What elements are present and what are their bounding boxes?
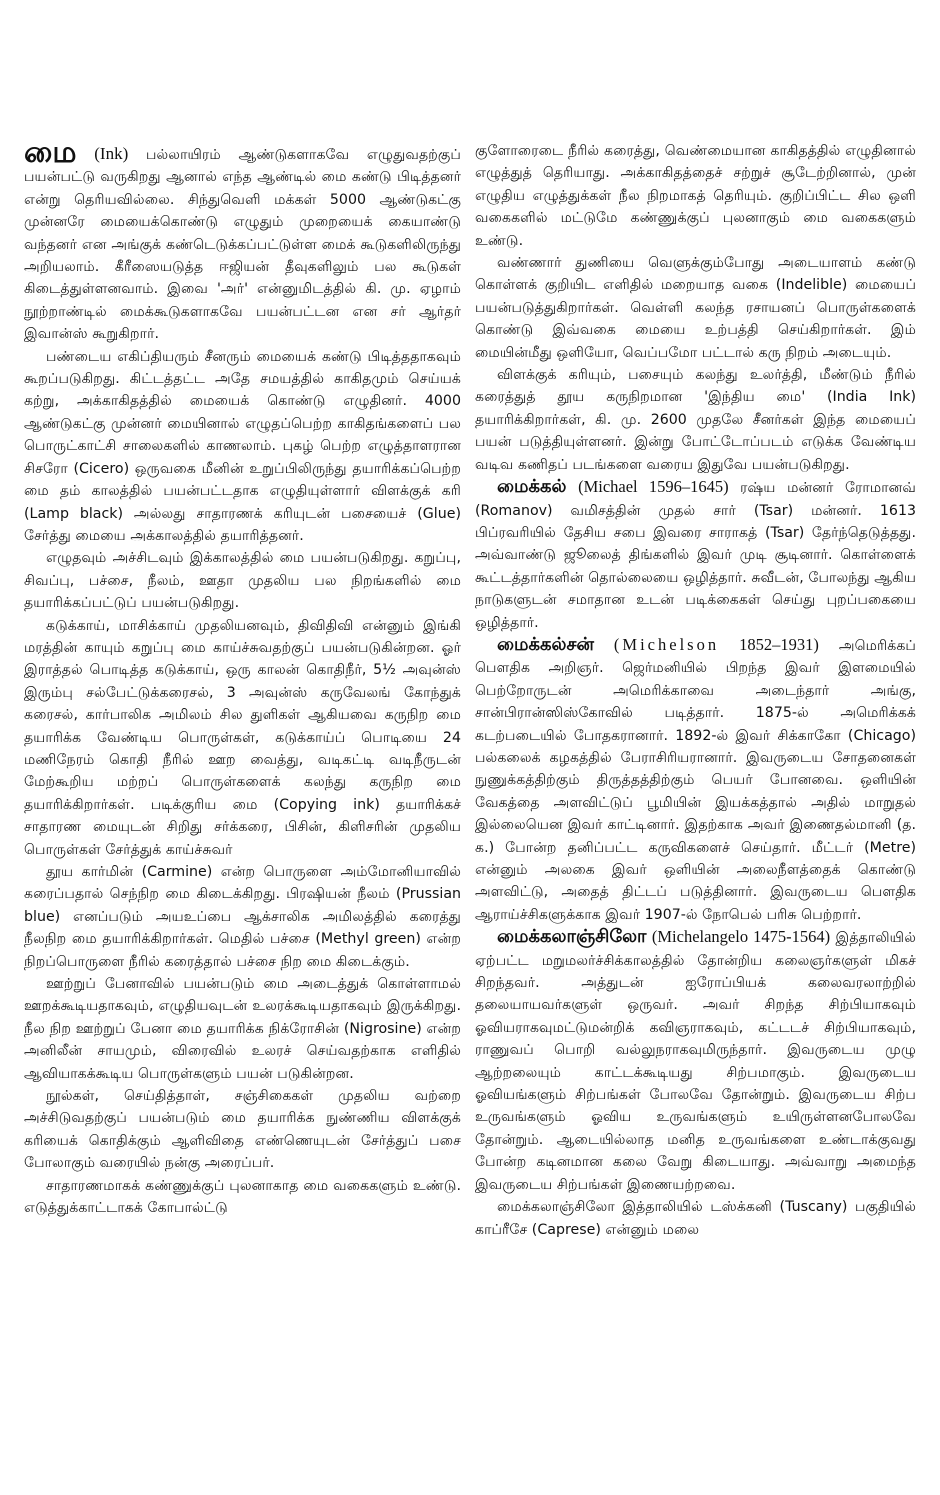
left-column (24, 140, 461, 1480)
headword-ink: மை (24, 140, 77, 170)
entry-michael (475, 476, 916, 634)
headword-ink-latin: (Ink) (94, 144, 129, 163)
paragraph: எழுதவும் அச்சிடவும் இக்காலத்தில் மை பயன்படுகிறது. கறுப்பு, சிவப்பு, பச்சை, நீலம், ஊதா முதலிய பல நிறங்களில் மை தயாரிக்கப்பட்டுப் பயன்படுகிறது. (24, 550, 461, 612)
paragraph: வண்ணார் துணியை வெளுக்கும்போது அடையாளம் கண்டு கொள்ளக் குறியிட எளிதில் மறையாத வகை (Indelible) மையைப் பயன்படுத்துகிறார்கள். வெள்ளி கலந்த ரசாயனப் பொருள்களைக் கொண்டு இவ்வகை மையை உற்பத்தி செய்கிறார்கள். இம் மையின்மீது ஒளியோ, வெப்பமோ பட்டால் கரு நிறம் அடையும். (475, 255, 916, 361)
right-column (475, 140, 916, 1480)
paragraph: விளக்குக் கரியும், பசையும் கலந்து உலர்த்தி, மீண்டும் நீரில் கரைத்துத் தூய கருநிறமான 'இந்திய மை' (India Ink) தயாரிக்கிறார்கள், கி. மு. 2600 முதலே சீனர்கள் இந்த மையைப் பயன் படுத்தியுள்ளனர். இன்று போட்டோப்படம் எடுக்க வேண்டிய வடிவ கணிதப் படங்களை வரைய இதுவே பயன்படுகிறது. (475, 367, 916, 473)
paragraph: மைக்கலாஞ்சிலோ இத்தாலியில் டஸ்க்கனி (Tuscany) பகுதியில் காப்ரீசே (Caprese) என்னும் மலை (475, 1199, 916, 1238)
paragraph: தூய கார்மின் (Carmine) என்ற பொருளை அம்மோனியாவில் கரைப்பதால் செந்நிற மை கிடைக்கிறது. பிரஷியன் நீலம் (Prussian blue) எனப்படும் அயஉப்பை ஆக்சாலிக அமிலத்தில் கரைத்து நீலநிற மை தயாரிக்கிறார்கள். மெதில் பச்சை (Methyl green) என்ற நிறப்பொருளை நீரில் கரைத்தால் பச்சை நிற மை கிடைக்கும். (24, 864, 461, 970)
headword-michelangelo: மைக்கலாஞ்சிலோ (497, 926, 647, 948)
entry-michelangelo-text: இத்தாலியில் ஏற்பட்ட மறுமலர்ச்சிக்காலத்தில் தோன்றிய கலைஞர்களுள் மிகச் சிறந்தவர். அத்துடன் ஐரோப்பியக் கலைவரலாற்றில் தலையாயவர்களுள் ஒருவர். அவர் சிறந்த சிற்பியாகவும் ஓவியராகவுமட்டுமன்றிக் கவிஞராகவும், கட்டடச் சிற்பியாகவும், ராணுவப் பொறி வல்லுநராகவுமிருந்தார். இவருடைய முழு ஆற்றலையும் காட்டக்கூடியது சிற்பமாகும். இவருடைய ஓவியங்களும் சிற்பங்கள் போலவே தோன்றும். இவருடைய சிற்ப உருவங்களும் ஓவிய உருவங்களும் உயிருள்ளனபோலவே தோன்றும். ஆடையில்லாத மனித உருவங்களை உண்டாக்குவது போன்ற கடினமான கலை வேறு கிடையாது. அவ்வாறு அமைந்த இவருடைய சிற்பங்கள் இணையற்றவை. (475, 930, 916, 1193)
entry-michael-text: ரஷ்ய மன்னர் ரோமானவ் (Romanov) வமிசத்தின் முதல் சார் (Tsar) மன்னர். 1613 பிப்ரவரியில் தேசிய சபை இவரை சாராகத் (Tsar) தேர்ந்தெடுத்தது. அவ்வாண்டு ஜூலைத் திங்களில் இவர் முடி சூடினார். கொள்ளைக் கூட்டத்தார்களின் தொல்லையை ஒழித்தார். சுவீடன், போலந்து ஆகிய நாடுகளுடன் சமாதான உடன் படிக்கைகள் செய்து புறப்பகையை ஒழித்தார். (475, 480, 916, 631)
paragraph: நூல்கள், செய்தித்தாள், சஞ்சிகைகள் முதலிய வற்றை அச்சிடுவதற்குப் பயன்படும் மை தயாரிக்க நுண்ணிய விளக்குக் கரியைக் கொதிக்கும் ஆளிவிதை எண்ணெயுடன் சேர்த்துப் பசை போலாகும் வரையில் நன்கு அரைப்பர். (24, 1088, 461, 1172)
entry-michelson-text: அமெரிக்கப் பௌதிக அறிஞர். ஜெர்மனியில் பிறந்த இவர் இளமையில் பெற்றோருடன் அமெரிக்காவை அடைந்தார் அங்கு, சான்பிரான்ஸிஸ்கோவில் படித்தார். 1875-ல் அமெரிக்கக் கடற்படையில் போதகரானார். 1892-ல் இவர் சிக்காகோ (Chicago) பல்கலைக் கழகத்தில் பேராசிரியரானார். இவருடைய சோதனைகள் நுணுக்கத்திற்கும் திருத்தத்திற்கும் பெயர் போனவை. ஒளியின் வேகத்தை அளவிட்டுப் பூமியின் இயக்கத்தால் அதில் மாறுதல் இல்லையென இவர் காட்டினார். இதற்காக அவர் இணைதல்மானி (த. க.) போன்ற தனிப்பட்ட கருவிகளைச் செய்தார். மீட்டர் (Metre) என்னும் அலகை இவர் ஒளியின் அலைநீளத்தைக் கொண்டு அளவிட்டு, அதைத் திட்டப் படுத்தினார். இவருடைய பௌதிக ஆராய்ச்சிகளுக்காக இவர் 1907-ல் நோபெல் பரிசு பெற்றார். (475, 637, 916, 923)
headword-michael-latin: (Michael 1596–1645) (578, 477, 729, 497)
entry-ink-text: பல்லாயிரம் ஆண்டுகளாகவே எழுதுவதற்குப் பயன்பட்டு வருகிறது ஆனால் எந்த ஆண்டில் மை கண்டு பிடித்தனர் என்று தெரியவில்லை. சிந்துவெளி மக்கள் 5000 ஆண்டுகட்கு முன்னரே மையைக்கொண்டு எழுதும் முறையைக் கையாண்டு வந்தனர் என அங்குக் கண்டெடுக்கப்பட்டுள்ள மைக் கூடுகளிலிருந்து அறியலாம். கீரீஸையடுத்த ஈஜியன் தீவுகளிலும் பல கூடுகள் கிடைத்துள்ளனவாம். இவை 'அர்' என்னுமிடத்தில் கி. மு. ஏழாம் நூற்றாண்டில் மைக்கூடுகளாகவே பயன்பட்டன என சர் ஆர்தர் இவான்ஸ் கூறுகிறார். (24, 147, 461, 343)
paragraph: குளோரைடை நீரில் கரைத்து, வெண்மையான காகிதத்தில் எழுதினால் எழுத்துத் தெரியாது. அக்காகிதத்தைச் சற்றுச் சூடேற்றினால், முன் எழுதிய எழுத்துக்கள் நீல நிறமாகத் தெரியும். குறிப்பிட்ட சில ஒளி வகைகளில் மட்டுமே கண்ணுக்குப் புலனாகும் மை வகைகளும் உண்டு. (475, 143, 916, 249)
paragraph: கடுக்காய், மாசிக்காய் முதலியனவும், திவிதிவி என்னும் இங்கி மரத்தின் காயும் கறுப்பு மை காய்ச்சுவதற்குப் பயன்படுகின்றன. ஓர் இராத்தல் பொடித்த கடுக்காய், ஒரு காலன் கொதிநீர், 5½ அவுன்ஸ் இரும்பு சல்பேட்டுக்கரைசல், 3 அவுன்ஸ் கருவேலங் கோந்துக் கரைசல், கார்பாலிக அமிலம் சில துளிகள் ஆகியவை கருநிற மை தயாரிக்க வேண்டிய பொருள்கள், கடுக்காய்ப் பொடியை 24 மணிநேரம் கொதி நீரில் ஊற வைத்து, வடிகட்டி வடிநீருடன் மேற்கூறிய மற்றப் பொருள்களைக் கலந்து கருநிற மை தயாரிக்கிறார்கள். படிக்குரிய மை (Copying ink) தயாரிக்கச் சாதாரண மையுடன் சிறிது சர்க்கரை, பிசின், கிளிசரின் முதலிய பொருள்கள் சேர்த்துக் காய்ச்சுவர் (24, 617, 461, 858)
paragraph: ஊற்றுப் பேனாவில் பயன்படும் மை அடைத்துக் கொள்ளாமல் ஊறக்கூடியதாகவும், எழுதியவுடன் உலரக்கூடியதாகவும் இருக்கிறது. நீல நிற ஊற்றுப் பேனா மை தயாரிக்க நிக்ரோசின் (Nigrosine) என்ற அனிலீன் சாயமும், விரைவில் உலரச் செய்வதற்காக எளிதில் ஆவியாகக்கூடிய பொருள்களும் பயன் படுகின்றன. (24, 976, 461, 1082)
paragraph: பண்டைய எகிப்தியரும் சீனரும் மையைக் கண்டு பிடித்ததாகவும் கூறப்படுகிறது. கிட்டத்தட்ட அதே சமயத்தில் காகிதமும் செய்யக் கற்று, அக்காகிதத்தில் மையைக் கொண்டு எழுதினர். 4000 ஆண்டுகட்கு முன்னர் மையினால் எழுதப்பெற்ற காகிதங்களைப் பல பொருட்காட்சி சாலைகளில் காணலாம். புகழ் பெற்ற எழுத்தாளரான சிசரோ (Cicero) ஒருவகை மீனின் உறுப்பிலிருந்து தயாரிக்கப்பெற்ற மை தம் காலத்தில் பயன்பட்டதாக எழுதியுள்ளார் விளக்குக் கரி (Lamp black) அல்லது சாதாரணக் கரியுடன் பசையைச் (Glue) சேர்த்து மையை அக்காலத்தில் தயாரித்தனர். (24, 348, 461, 544)
headword-michelson-years: 1852–1931) (739, 634, 819, 654)
paragraph: சாதாரணமாகக் கண்ணுக்குப் புலனாகாத மை வகைகளும் உண்டு. எடுத்துக்காட்டாகக் கோபால்ட்டு (24, 1177, 461, 1217)
entry-michelangelo (475, 926, 916, 1196)
encyclopedia-page (24, 140, 916, 1480)
headword-michelangelo-latin: (Michelangelo 1475-1564) (651, 927, 831, 947)
entry-ink-intro (24, 140, 461, 346)
headword-michelson: மைக்கல்சன் (497, 633, 594, 655)
headword-michelson-latin: (Michelson (613, 634, 720, 654)
headword-michael: மைக்கல் (497, 476, 567, 498)
entry-michelson (475, 634, 916, 926)
